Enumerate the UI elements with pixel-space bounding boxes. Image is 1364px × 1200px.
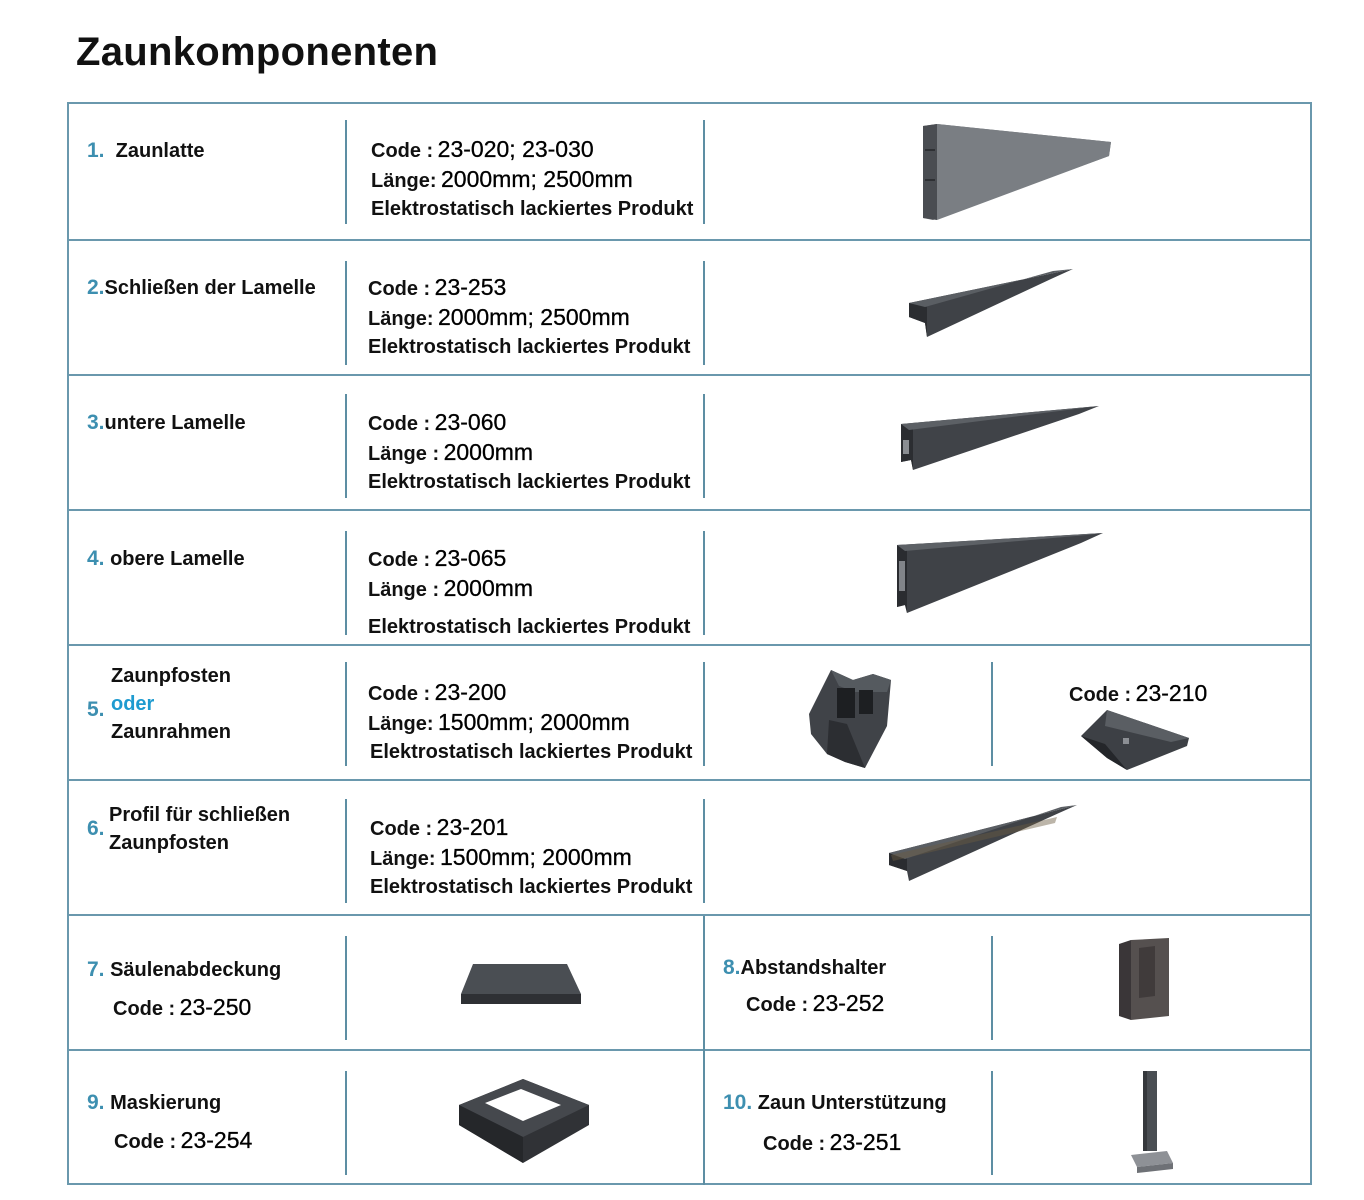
divider xyxy=(991,936,993,1040)
zaunlatte-image xyxy=(919,120,1119,224)
item-name: obere Lamelle xyxy=(110,548,245,570)
table-row xyxy=(69,916,1310,1051)
post-cap-image xyxy=(459,960,583,1008)
item-name-alt: Zaunrahmen xyxy=(111,721,232,743)
item-name: Zaunpfosten xyxy=(111,665,231,687)
table-row xyxy=(69,646,1310,781)
divider xyxy=(345,394,347,498)
divider xyxy=(345,799,347,903)
code-label: Code : xyxy=(368,683,431,705)
spec-block xyxy=(368,274,690,361)
code-value: 23-251 xyxy=(829,1129,902,1155)
length-label: Länge: xyxy=(371,170,437,192)
code-label: Code : xyxy=(368,413,431,435)
finish-text: Elektrostatisch lackiertes Produkt xyxy=(370,741,693,763)
spec-block xyxy=(368,409,690,496)
component-name xyxy=(87,1089,221,1117)
code-value: 23-200 xyxy=(434,679,507,705)
code-value: 23-201 xyxy=(436,814,509,840)
masking-frame-image xyxy=(457,1075,591,1165)
divider xyxy=(703,261,705,365)
divider xyxy=(703,916,705,1051)
spec-block xyxy=(371,136,693,223)
divider xyxy=(703,531,705,635)
item-number: 7. xyxy=(87,958,105,981)
item-name: Zaun Unterstützung xyxy=(757,1092,947,1114)
table-row xyxy=(69,511,1310,646)
finish-text: Elektrostatisch lackiertes Produkt xyxy=(370,876,693,898)
components-table xyxy=(67,102,1312,1185)
component-name xyxy=(723,1089,947,1117)
fence-frame-image xyxy=(1079,708,1191,772)
component-name xyxy=(87,662,231,746)
length-value: 1500mm; 2000mm xyxy=(440,844,632,870)
code-label: Code : xyxy=(1069,684,1132,706)
finish-text: Elektrostatisch lackiertes Produkt xyxy=(368,616,691,638)
code-value: 23-253 xyxy=(434,274,507,300)
divider xyxy=(345,936,347,1040)
code-value: 23-254 xyxy=(180,1127,253,1153)
component-name xyxy=(87,956,281,984)
code-value: 23-252 xyxy=(812,990,885,1016)
finish-text: Elektrostatisch lackiertes Produkt xyxy=(368,336,691,358)
component-name xyxy=(87,274,316,302)
spec-block xyxy=(114,1127,252,1157)
item-number: 10. xyxy=(723,1091,753,1114)
divider xyxy=(345,662,347,766)
lower-lamella-image xyxy=(899,404,1103,476)
code-label: Code : xyxy=(370,818,433,840)
item-name-connector: oder xyxy=(111,693,155,715)
spec-block xyxy=(370,814,692,901)
component-name xyxy=(87,137,205,165)
length-value: 2000mm; 2500mm xyxy=(441,166,633,192)
item-number: 5. xyxy=(87,698,105,721)
finish-text: Elektrostatisch lackiertes Produkt xyxy=(371,198,694,220)
divider xyxy=(991,1071,993,1175)
spec-block xyxy=(368,545,690,641)
code-label: Code : xyxy=(763,1133,826,1155)
component-name xyxy=(87,545,245,573)
item-number: 6. xyxy=(87,817,105,840)
code-value: 23-060 xyxy=(434,409,507,435)
finish-text: Elektrostatisch lackiertes Produkt xyxy=(368,471,691,493)
spec-block xyxy=(113,994,251,1024)
length-label: Länge: xyxy=(370,848,436,870)
item-number: 3. xyxy=(87,411,105,434)
code-label: Code : xyxy=(368,278,431,300)
code-label: Code : xyxy=(113,998,176,1020)
divider xyxy=(345,1071,347,1175)
item-name: Profil für schließen xyxy=(109,804,291,826)
upper-lamella-image xyxy=(895,531,1107,617)
extra-code xyxy=(1069,680,1207,710)
item-name-alt: Zaunpfosten xyxy=(109,832,229,854)
code-value: 23-065 xyxy=(434,545,507,571)
code-label: Code : xyxy=(371,140,434,162)
table-row xyxy=(69,104,1310,241)
divider xyxy=(703,662,705,766)
item-name: Abstandshalter xyxy=(740,957,887,979)
spec-block xyxy=(368,679,692,766)
divider xyxy=(345,120,347,224)
code-value: 23-210 xyxy=(1135,680,1208,706)
divider xyxy=(345,261,347,365)
item-number: 1. xyxy=(87,139,105,162)
divider xyxy=(345,531,347,635)
code-value: 23-020; 23-030 xyxy=(437,136,594,162)
component-name xyxy=(87,801,290,857)
code-label: Code : xyxy=(746,994,809,1016)
code-label: Code : xyxy=(368,549,431,571)
divider xyxy=(991,662,993,766)
spec-block xyxy=(746,990,884,1020)
item-number: 2. xyxy=(87,276,105,299)
table-row xyxy=(69,1051,1310,1185)
length-value: 2000mm xyxy=(443,439,534,465)
item-name: Maskierung xyxy=(110,1092,222,1114)
item-number: 9. xyxy=(87,1091,105,1114)
table-row xyxy=(69,781,1310,916)
spec-block xyxy=(763,1129,901,1159)
item-number: 4. xyxy=(87,547,105,570)
length-value: 1500mm; 2000mm xyxy=(438,709,630,735)
table-row xyxy=(69,241,1310,376)
divider xyxy=(703,799,705,903)
component-name xyxy=(723,954,886,982)
post-closing-profile-image xyxy=(887,803,1081,883)
length-label: Länge: xyxy=(368,308,434,330)
item-name: Zaunlatte xyxy=(115,140,205,162)
page-title: Zaunkomponenten xyxy=(76,30,439,74)
length-value: 2000mm; 2500mm xyxy=(438,304,630,330)
length-value: 2000mm xyxy=(443,575,534,601)
item-name: Schließen der Lamelle xyxy=(104,277,316,299)
item-name: untere Lamelle xyxy=(104,412,246,434)
component-name xyxy=(87,409,246,437)
closing-lamella-image xyxy=(907,267,1079,339)
item-name: Säulenabdeckung xyxy=(110,959,282,981)
divider xyxy=(703,1051,705,1185)
spacer-image xyxy=(1117,936,1173,1022)
divider xyxy=(703,394,705,498)
length-label: Länge : xyxy=(368,579,440,601)
item-number: 8. xyxy=(723,956,741,979)
fence-post-image xyxy=(807,664,897,770)
divider xyxy=(703,120,705,224)
length-label: Länge: xyxy=(368,713,434,735)
table-row xyxy=(69,376,1310,511)
fence-support-image xyxy=(1127,1069,1177,1173)
code-label: Code : xyxy=(114,1131,177,1153)
length-label: Länge : xyxy=(368,443,440,465)
code-value: 23-250 xyxy=(179,994,252,1020)
